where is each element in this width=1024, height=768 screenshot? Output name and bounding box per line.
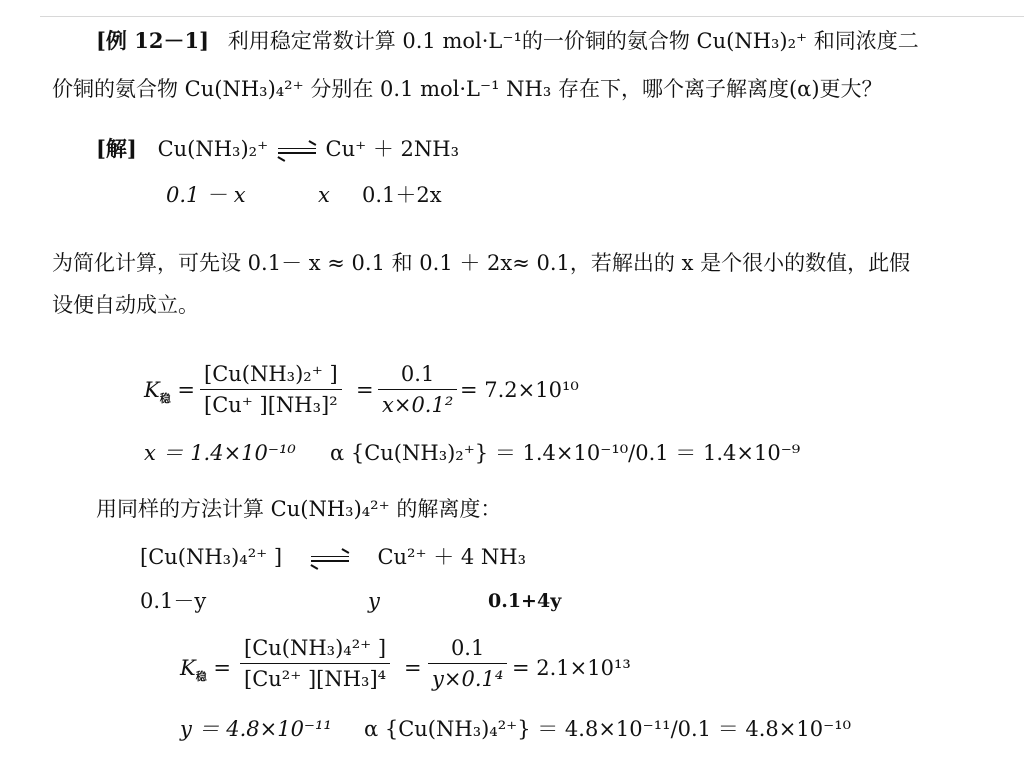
reaction-1 — [96, 136, 459, 162]
reaction-2-right: Cu²⁺ ＋ 4 NH₃ — [377, 545, 527, 569]
reaction-1-right: Cu⁺ ＋ 2NH₃ — [325, 137, 460, 161]
top-rule — [40, 16, 1024, 17]
note-line-1: 为简化计算，可先设 0.1－ x ≈ 0.1 和 0.1 ＋ 2x≈ 0.1，若解出的 x 是个很小的数值，此假 — [52, 251, 911, 275]
problem-text-1: 利用稳定常数计算 0.1 mol·L⁻¹的一价铜的氨合物 Cu(NH₃)₂⁺ 和同浓度二 — [227, 29, 919, 53]
conc-2-c: 0.1+4y — [488, 590, 562, 612]
problem-label: [例 12－1] — [96, 28, 210, 53]
k2-symbol: $K_稳$ = — [180, 656, 231, 684]
k1-fraction-1: $\frac{\text{[Cu(NH₃)₂⁺ ]}}{\text{[Cu⁺ ][NH₃]²}}$ — [200, 362, 342, 417]
k1-fraction-2: $\frac{0.1}{\text{x×0.1²}}$ — [378, 362, 457, 417]
reaction-1-left: Cu(NH₃)₂⁺ — [157, 137, 269, 161]
solution-label: [解] — [96, 136, 137, 161]
reaction-2 — [140, 544, 526, 570]
same-method-line: 用同样的方法计算 Cu(NH₃)₄²⁺ 的解离度： — [96, 497, 502, 521]
conc-1-a: 0.1 － x — [166, 183, 246, 207]
reaction-2-left: [Cu(NH₃)₄²⁺ ] — [140, 545, 283, 569]
problem-line-2: 价铜的氨合物 Cu(NH₃)₄²⁺ 分别在 0.1 mol·L⁻¹ NH₃ 存在下，哪个离子解离度(α)更大？ — [52, 77, 883, 101]
x-result: x ＝ 1.4×10⁻¹⁰ — [144, 441, 296, 465]
alpha-1: α {Cu(NH₃)₂⁺} ＝ 1.4×10⁻¹⁰/0.1 ＝ 1.4×10⁻⁹ — [330, 441, 801, 465]
problem-line-1 — [96, 28, 919, 54]
equilibrium-arrow-icon — [311, 554, 349, 564]
equilibrium-arrow-icon — [278, 146, 316, 156]
note-line-2: 设便自动成立。 — [52, 293, 199, 317]
k1-value: = 7.2×10¹⁰ — [460, 378, 579, 402]
conc-1-c: 0.1＋2x — [362, 183, 442, 207]
y-result: y ＝ 4.8×10⁻¹¹ — [180, 717, 332, 741]
k2-value: = 2.1×10¹³ — [512, 656, 631, 680]
equals-sign-2: = — [404, 656, 422, 680]
alpha-2: α {Cu(NH₃)₄²⁺} ＝ 4.8×10⁻¹¹/0.1 ＝ 4.8×10⁻¹⁰ — [364, 717, 852, 741]
k2-fraction-2: $\frac{0.1}{\text{y×0.1⁴}}$ — [428, 636, 507, 691]
conc-2-b: y — [368, 589, 380, 613]
k2-fraction-1: $\frac{\text{[Cu(NH₃)₄²⁺ ]}}{\text{[Cu²⁺ ][NH₃]⁴}}$ — [240, 636, 390, 691]
conc-2-a: 0.1－y — [140, 589, 207, 613]
conc-1-b: x — [318, 183, 330, 207]
k1-symbol: $K_稳$ = — [144, 378, 195, 406]
equals-sign: = — [356, 378, 374, 402]
